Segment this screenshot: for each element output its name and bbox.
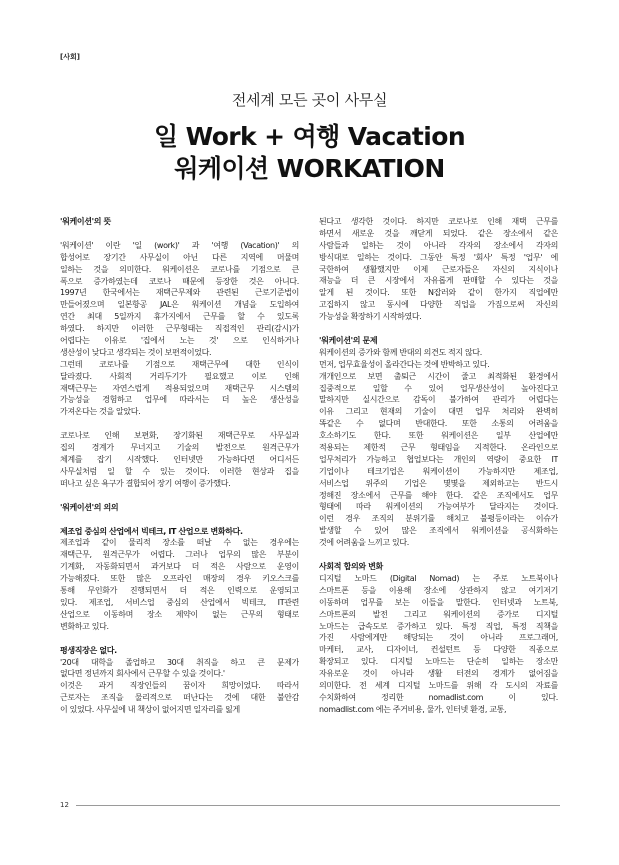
text-line: 업무처리가 가능하고 협업보다는 개인의 역량이 중요한 IT bbox=[319, 454, 558, 464]
section-tag: [사회] bbox=[60, 53, 80, 61]
text-line: 합성어로 장기간 사무실이 아닌 다른 지역에 머물며 bbox=[60, 252, 299, 262]
paragraph-spacer bbox=[60, 633, 299, 645]
article-subtitle: 전세계 모든 곳이 사무실 bbox=[231, 91, 388, 109]
page-number: 12 bbox=[60, 801, 69, 809]
text-line: 국한하여 생활했지만 이제 근로자들은 자신의 지식이나 bbox=[319, 264, 558, 274]
text-line: 떠나고 싶은 욕구가 결합되어 장기 여행이 증가했다. bbox=[60, 478, 231, 488]
text-line: 생산성이 낮다고 생각되는 것이 보편적이었다. bbox=[60, 347, 212, 357]
section-heading: 평생직장은 없다. bbox=[60, 645, 117, 655]
section-heading: '워케이션'의 의의 bbox=[60, 502, 119, 512]
text-line: 스마트폰의 발전 그리고 워케이션의 증가로 디지털 bbox=[319, 609, 558, 619]
text-line: 확장되고 있다. 디지털 노마드는 단순히 일하는 장소만 bbox=[319, 657, 558, 667]
text-line: 제조업과 같이 물리적 장소를 떠날 수 없는 경우에는 bbox=[60, 538, 299, 548]
text-line: 된다고 생각한 것이다. 하지만 코로나로 인해 재택 근무를 bbox=[319, 217, 558, 226]
text-line: 만들어졌으며 일본항공 JAL은 워케이션 개념을 도입하여 bbox=[60, 300, 299, 310]
text-line: 어렵다는 이유로 '집에서 노는 것' 으로 인식하거나 bbox=[60, 336, 299, 346]
section-heading: 제조업 중심의 산업에서 빅테크, IT 산업으로 변화하다. bbox=[60, 526, 243, 536]
text-line: 기업이나 테크기업은 워케이션이 가능하지만 제조업, bbox=[319, 466, 558, 476]
text-line: 고집하지 않고 동시에 다양한 직업을 가짐으로써 자신의 bbox=[319, 300, 558, 310]
text-line: 없다면 정년까지 회사에서 근무할 수 있을 것이다.' bbox=[60, 669, 225, 679]
text-line: 형태에 따라 워케이션의 가능여부가 달라지는 것이다. bbox=[319, 502, 558, 512]
text-line: 연간 최대 5일까지 휴가지에서 근무를 할 수 있도록 bbox=[60, 312, 299, 322]
text-line: 개개인으로 보면 출퇴근 시간이 줄고 최적화된 환경에서 bbox=[319, 371, 558, 381]
text-line: 이것은 과거 직장인들의 꿈이자 희망이었다. 따라서 bbox=[60, 681, 299, 691]
article-title-line2: 워케이션 WORKATION bbox=[174, 154, 445, 183]
right-text-column bbox=[319, 216, 558, 716]
text-line: 방식대로 일하는 것이다. 그동안 특정 '회사' 특정 '업무' 에 bbox=[319, 252, 558, 262]
text-line: 스마트폰 등을 이용해 장소에 상관하지 않고 여기저기 bbox=[319, 585, 558, 595]
text-line: 호소하기도 한다. 또한 워케이션은 일부 산업에만 bbox=[319, 431, 558, 441]
text-line: 산업으로 이동하며 장소 제약이 없는 근무의 형태로 bbox=[60, 609, 299, 619]
text-line: 서비스업 위주의 기업은 몇몇을 제외하고는 반드시 bbox=[319, 478, 558, 488]
text-line: 일하는 것을 의미한다. 워케이션은 코로나를 기점으로 큰 bbox=[60, 264, 299, 274]
text-line: 의미한다. 전 세계 디지털 노마드를 위해 각 도시의 자료를 bbox=[319, 680, 558, 690]
text-line: 집의 경계가 무너지고 기술의 발전으로 원격근무가 bbox=[60, 443, 299, 453]
text-line: 발생할 수 있어 많은 조직에서 워케이션을 공식화하는 bbox=[319, 526, 558, 536]
paragraph-spacer bbox=[319, 323, 558, 335]
paragraph-spacer bbox=[60, 228, 299, 240]
text-line: 가능성을 확장하기 시작하였다. bbox=[319, 312, 422, 322]
section-heading: '워케이션'의 문제 bbox=[319, 336, 378, 346]
text-line: 수치화하여 정리한 nomadlist.com 이 있다. bbox=[319, 692, 558, 702]
text-line: 있다. 제조업, 서비스업 중심의 산업에서 빅테크, IT관련 bbox=[60, 597, 299, 607]
text-line: 체계를 잡기 시작했다. 인터넷만 가능하다면 어디서든 bbox=[60, 455, 299, 465]
text-line: 말하지만 실시간으로 감독이 불가하여 관리가 어렵다는 bbox=[319, 395, 558, 405]
text-line: 이런 경우 조직의 분위기를 해치고 불평등이라는 이슈가 bbox=[319, 514, 558, 524]
text-line: 재능을 더 큰 시장에서 자유롭게 판매할 수 있다는 것을 bbox=[319, 276, 558, 286]
section-heading: '워케이션'의 뜻 bbox=[60, 217, 111, 226]
text-line: 가능해졌다. 또한 많은 오프라인 매장의 경우 키오스크를 bbox=[60, 574, 299, 584]
text-line: 달라졌다. 사회적 거리두기가 필요했고 이로 인해 bbox=[60, 371, 299, 381]
text-line: 마케터, 교사, 디자이너, 컨설턴트 등 다양한 직종으로 bbox=[319, 645, 558, 655]
footer-divider bbox=[76, 805, 560, 806]
text-line: 가능성을 경험하고 업무에 따라서는 더 높은 생산성을 bbox=[60, 395, 299, 405]
text-line: 하면서 새로운 것을 깨닫게 되었다. 같은 장소에서 같은 bbox=[319, 228, 558, 238]
text-line: 기계화, 자동화되면서 과거보다 더 적은 사람으로 운영이 bbox=[60, 562, 299, 572]
text-line: 폭으로 증가하였는데 코로나 때문에 등장한 것은 아니다. bbox=[60, 276, 299, 286]
text-line: 1997년 한국에서는 재택근무제와 관련된 근로기준법이 bbox=[60, 288, 299, 298]
text-line: 알게 된 것이다. 또한 N잡러와 같이 한가지 직업에만 bbox=[319, 288, 558, 298]
text-line: 먼저, 업무효율성이 올라간다는 것에 반박하고 있다. bbox=[319, 359, 490, 369]
text-line: 자유로운 것이 아니라 생활 터전의 경계가 없어짐을 bbox=[319, 669, 558, 679]
text-line: 집중적으로 일할 수 있어 업무생산성이 높아진다고 bbox=[319, 383, 558, 393]
text-line: nomadlist.com 에는 주거비용, 물가, 인터넷 환경, 교통, bbox=[319, 704, 507, 714]
text-line: 통해 무인화가 진행되면서 더 적은 인력으로 운영되고 bbox=[60, 586, 299, 596]
text-line: '워케이션' 이란 '일 (work)' 과 '여행 (Vacation)' 의 bbox=[60, 240, 299, 250]
text-line: 근로자는 조직을 물리적으로 떠난다는 것에 대한 불안감 bbox=[60, 693, 299, 703]
paragraph-spacer bbox=[319, 549, 558, 561]
text-line: 코로나로 인해 보편화, 장기화된 재택근무로 사무실과 bbox=[60, 431, 299, 441]
text-line: 이 있었다. 사무실에 내 책상이 없어지면 일자리를 잃게 bbox=[60, 705, 240, 715]
text-line: 가진 사람에게만 해당되는 것이 아니라 프로그래머, bbox=[319, 633, 558, 643]
paragraph-spacer bbox=[60, 514, 299, 526]
text-line: 이유 그리고 현재의 기술이 대면 업무 처리와 완벽히 bbox=[319, 407, 558, 417]
text-line: 이동하며 업무를 보는 이들을 말한다. 인터넷과 노트북, bbox=[319, 597, 558, 607]
text-line: 워케이션의 증가와 함께 반대의 의견도 적지 않다. bbox=[319, 347, 482, 357]
text-line: 그런데 코로나를 기점으로 재택근무에 대한 인식이 bbox=[60, 359, 299, 369]
text-line: 정해진 장소에서 근무를 해야 한다. 같은 조직에서도 업무 bbox=[319, 490, 558, 500]
text-line: 재택근무, 원격근무가 어렵다. 그러나 업무의 많은 부분이 bbox=[60, 550, 299, 560]
text-line: 재택근무는 자연스럽게 적용되었으며 재택근무 시스템의 bbox=[60, 383, 299, 393]
left-text-column bbox=[60, 216, 299, 716]
paragraph-spacer bbox=[60, 418, 299, 430]
text-line: 것에 어려움을 느끼고 있다. bbox=[319, 538, 409, 548]
article-title-line1: 일 Work + 여행 Vacation bbox=[153, 122, 466, 151]
text-line: 사무실처럼 일 할 수 있는 것이다. 이러한 현상과 집을 bbox=[60, 466, 299, 476]
text-line: 디지털 노마드 (Digital Nomad) 는 주로 노트북이나 bbox=[319, 573, 558, 583]
text-line: 변화하고 있다. bbox=[60, 621, 109, 631]
text-line: 사람들과 일하는 것이 아니라 각자의 장소에서 각자의 bbox=[319, 240, 558, 250]
text-line: 적용되는 제한적 근무 형태임을 지적한다. 온라인으로 bbox=[319, 443, 558, 453]
text-line: 하였다. 하지만 이러한 근무형태는 직접적인 관리(감시)가 bbox=[60, 324, 299, 334]
text-line: 노마드는 급속도로 증가하고 있다. 특정 직업, 특정 직책을 bbox=[319, 621, 558, 631]
text-line: 가져온다는 것을 알았다. bbox=[60, 407, 141, 417]
text-line: 똑같은 수 없다며 반대한다. 또한 소통의 어려움을 bbox=[319, 419, 558, 429]
text-line: '20대 대학을 졸업하고 30대 취직을 하고 큰 문제가 bbox=[60, 657, 299, 667]
paragraph-spacer bbox=[60, 490, 299, 502]
section-heading: 사회적 합의와 변화 bbox=[319, 562, 383, 572]
